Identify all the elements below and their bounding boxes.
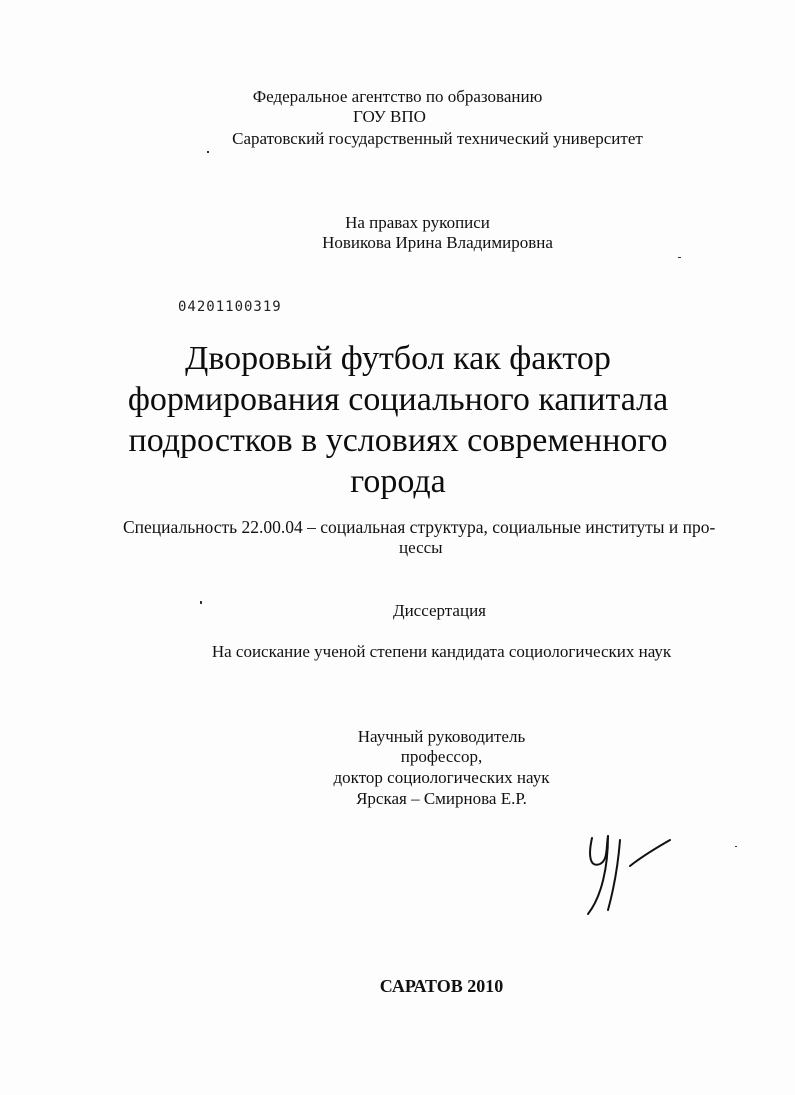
dissertation-title-line-2: формирования социального капитала	[127, 381, 669, 418]
specialty-line-2: цессы	[399, 538, 443, 557]
manuscript-rights: На правах рукописи	[345, 213, 490, 232]
degree-sought: На соискание ученой степени кандидата социологических наук	[211, 642, 672, 661]
scan-speck	[678, 257, 681, 258]
signature-stroke-1	[590, 836, 608, 865]
author-name: Новикова Ирина Владимировна	[322, 233, 553, 252]
supervisor-name: Ярская – Смирнова Е.Р.	[356, 789, 527, 808]
dissertation-title-line-4: города	[350, 463, 446, 500]
dissertation-title-line-1: Дворовый футбол как фактор	[185, 340, 611, 377]
place-year: САРАТОВ 2010	[379, 976, 504, 996]
scan-speck	[735, 846, 737, 847]
supervisor-degree: доктор социологических наук	[333, 768, 550, 787]
dissertation-title-line-3: подростков в условиях современного	[128, 422, 668, 459]
signature	[578, 826, 678, 918]
supervisor-role: Научный руководитель	[357, 727, 526, 746]
work-type: Диссертация	[392, 601, 486, 620]
university-name: Саратовский государственный технический университет	[232, 129, 643, 148]
signature-stroke-4	[630, 840, 670, 866]
agency-name: Федеральное агентство по образованию	[252, 87, 543, 106]
signature-stroke-3	[608, 840, 620, 910]
institution-type: ГОУ ВПО	[353, 107, 426, 126]
inventory-number: 04201100319	[178, 299, 282, 315]
scan-speck	[207, 151, 209, 153]
supervisor-title: профессор,	[400, 747, 483, 766]
scan-speck	[200, 601, 202, 604]
specialty-line-1: Специальность 22.00.04 – социальная структура, социальные институты и про-	[123, 517, 716, 537]
